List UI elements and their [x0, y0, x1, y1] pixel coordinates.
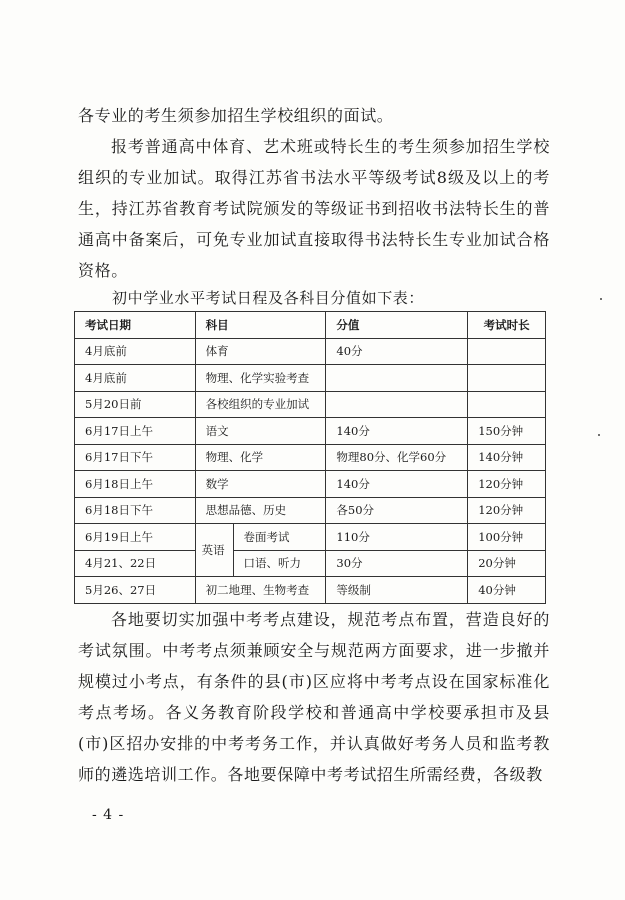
- table-row: [75, 418, 546, 445]
- cell-subject: 思想品德、历史: [195, 497, 326, 524]
- page-number: - 4 -: [92, 807, 125, 823]
- table-caption: 初中学业水平考试日程及各科目分值如下表：: [112, 289, 425, 307]
- paragraph-interview: 各专业的考生须参加招生学校组织的面试。: [78, 106, 394, 125]
- table-row: [75, 391, 546, 418]
- cell-score: 等级制: [326, 577, 468, 604]
- cell-subject: 各校组织的专业加试: [195, 391, 326, 418]
- paragraph-exam-site: 各地要切实加强中考考点建设，规范考点布置，营造良好的考试氛围。中考考点须兼顾安全与规范两方面要求，进一步撤并规模过小考点，有条件的县(市)区应将中考考点设在国家标准化考点考场。各义务教育阶段学校和普通高中学校要承担市及县(市)区招办安排的中考考务工作，并认真做好考务人员和监考教师的遴选培训工作。各地要保障中考考试招生所需经费，各级教: [78, 610, 550, 784]
- table-row: [75, 365, 546, 392]
- cell-duration: [468, 338, 546, 365]
- cell-subject: 数学: [195, 471, 326, 498]
- table-row: [75, 497, 546, 524]
- cell-duration: 40分钟: [468, 577, 546, 604]
- cell-score: 物理80分、化学60分: [326, 444, 468, 471]
- cell-date: 6月17日上午: [75, 418, 196, 445]
- table-row: [75, 577, 546, 604]
- header-score: 分值: [326, 312, 468, 339]
- cell-duration: [468, 391, 546, 418]
- table-row: [75, 444, 546, 471]
- cell-score: 40分: [326, 338, 468, 365]
- cell-score: 140分: [326, 418, 468, 445]
- paragraph-special-admission: 报考普通高中体育、艺术班或特长生的考生须参加招生学校组织的专业加试。取得江苏省书法水平等级考试8级及以上的考生，持江苏省教育考试院颁发的等级证书到招收书法特长生的普通高中备案后，可免专业加试直接取得书法特长生专业加试合格资格。: [78, 137, 550, 280]
- cell-date: 5月26、27日: [75, 577, 196, 604]
- cell-duration: 120分钟: [468, 471, 546, 498]
- table-row: [75, 550, 546, 577]
- cell-duration: 120分钟: [468, 497, 546, 524]
- cell-date: 4月底前: [75, 365, 196, 392]
- cell-duration: 100分钟: [468, 524, 546, 551]
- cell-date: 6月18日下午: [75, 497, 196, 524]
- cell-score: [326, 365, 468, 392]
- cell-date: 6月17日下午: [75, 444, 196, 471]
- table-row: [75, 471, 546, 498]
- cell-duration: 140分钟: [468, 444, 546, 471]
- table-row: [75, 524, 546, 551]
- cell-score: 140分: [326, 471, 468, 498]
- table-header-row: [75, 312, 546, 339]
- cell-date: 5月20日前: [75, 391, 196, 418]
- cell-subpart: 口语、听力: [233, 550, 326, 577]
- header-subject: 科目: [195, 312, 326, 339]
- cell-duration: [468, 365, 546, 392]
- cell-subject: 体育: [195, 338, 326, 365]
- scan-speck: [598, 434, 600, 436]
- cell-subject: 物理、化学实验考查: [195, 365, 326, 392]
- cell-subject: 语文: [195, 418, 326, 445]
- cell-date: 4月底前: [75, 338, 196, 365]
- cell-score: [326, 391, 468, 418]
- header-duration: 考试时长: [468, 312, 546, 339]
- cell-date: 4月21、22日: [75, 550, 196, 577]
- scan-speck: [600, 298, 602, 300]
- cell-subject: 初二地理、生物考查: [195, 577, 326, 604]
- cell-subpart: 卷面考试: [233, 524, 326, 551]
- exam-schedule-table: [74, 311, 546, 604]
- cell-subject-english: 英语: [195, 524, 233, 577]
- cell-score: 30分: [326, 550, 468, 577]
- header-date: 考试日期: [75, 312, 196, 339]
- cell-date: 6月18日上午: [75, 471, 196, 498]
- cell-subject: 物理、化学: [195, 444, 326, 471]
- cell-duration: 20分钟: [468, 550, 546, 577]
- cell-score: 110分: [326, 524, 468, 551]
- cell-duration: 150分钟: [468, 418, 546, 445]
- table-row: [75, 338, 546, 365]
- cell-date: 6月19日上午: [75, 524, 196, 551]
- cell-score: 各50分: [326, 497, 468, 524]
